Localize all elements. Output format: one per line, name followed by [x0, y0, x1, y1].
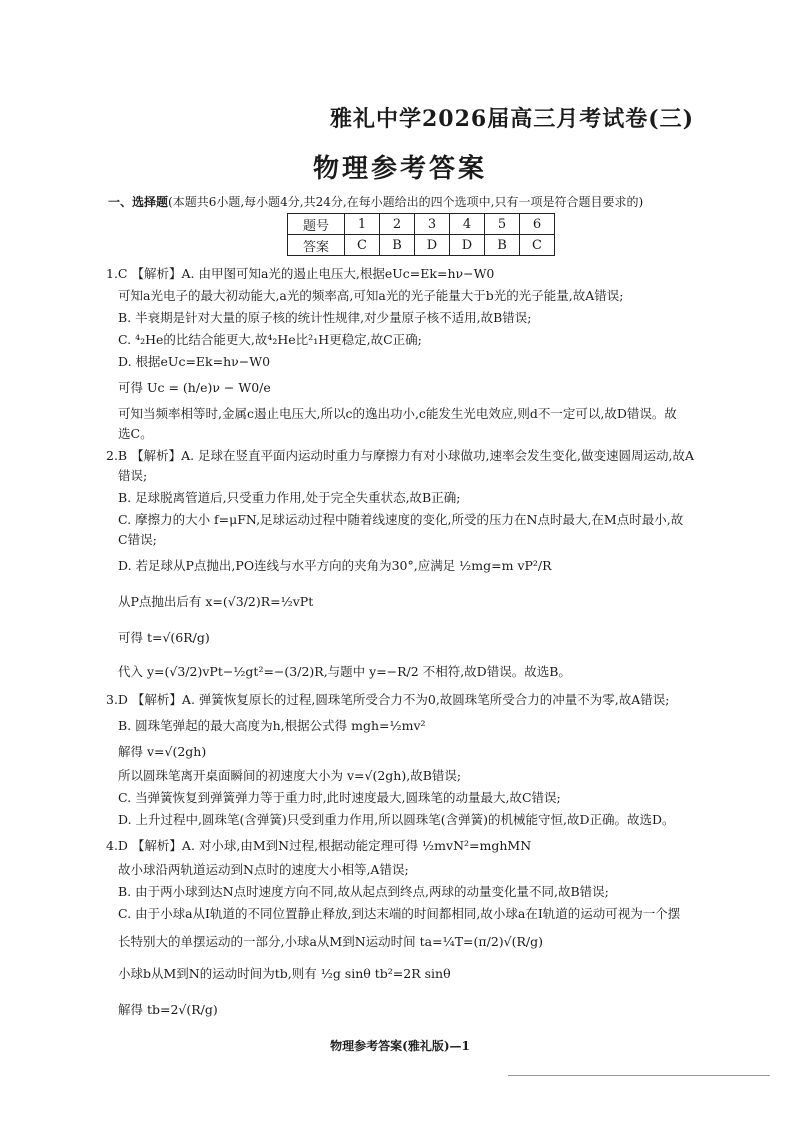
q1-line: C. ⁴₂He的比结合能更大,故⁴₂He比²₁H更稳定,故C正确;: [118, 332, 422, 347]
q2-line: B. 足球脱离管道后,只受重力作用,处于完全失重状态,故B正确;: [118, 490, 461, 505]
answer-value: D: [415, 235, 450, 256]
question-number: 5: [485, 214, 520, 235]
answer-value: B: [485, 235, 520, 256]
q3-line: D. 上升过程中,圆珠笔(含弹簧)只受到重力作用,所以圆珠笔(含弹簧)的机械能守恒,故D正确。故选D。: [118, 812, 675, 827]
q4-line: B. 由于两小球到达N点时速度方向不同,故从起点到终点,两球的动量变化量不同,故B错误;: [118, 884, 609, 899]
q1-line: 选C。: [118, 426, 153, 441]
question-number: 6: [520, 214, 555, 235]
answer-value: B: [380, 235, 415, 256]
q2-line: C. 摩擦力的大小 f=μFN,足球运动过程中随着线速度的变化,所受的压力在N点时最大,在M点时最小,故: [118, 512, 684, 527]
q2-line: 错误;: [118, 468, 148, 483]
answer-header: 答案: [288, 235, 345, 256]
exam-title: 雅礼中学2026届高三月考试卷(三): [330, 106, 695, 132]
q2-line: D. 若足球从P点抛出,PO连线与水平方向的夹角为30°,应满足 ½mg=m vP²/R: [118, 558, 552, 573]
section-label: 一、选择题: [108, 195, 169, 209]
q3-line: 解得 v=√(2gh): [118, 744, 207, 759]
answer-table: [287, 213, 555, 256]
q1-line: B. 半衰期是针对大量的原子核的统计性规律,对少量原子核不适用,故B错误;: [118, 310, 532, 325]
q1-line: 可得 Uc = (h/e)ν − W0/e: [118, 380, 271, 395]
q3-line: C. 当弹簧恢复到弹簧弹力等于重力时,此时速度最大,圆珠笔的动量最大,故C错误;: [118, 790, 561, 805]
q1-line: 1.C 【解析】A. 由甲图可知a光的遏止电压大,根据eUc=Ek=hν−W0: [106, 266, 495, 281]
q4-line: 长特别大的单摆运动的一部分,小球a从M到N运动时间 ta=¼T=(π/2)√(R/g): [118, 934, 543, 949]
question-number: 2: [380, 214, 415, 235]
answer-value: D: [450, 235, 485, 256]
section-description: (本题共6小题,每小题4分,共24分,在每小题给出的四个选项中,只有一项是符合题目要求的): [168, 195, 644, 209]
q2-line: 可得 t=√(6R/g): [118, 630, 210, 645]
q1-line: 可知a光电子的最大初动能大,a光的频率高,可知a光的光子能量大于b光的光子能量,故A错误;: [118, 288, 624, 303]
q4-line: C. 由于小球a从Ⅰ轨道的不同位置静止释放,到达末端的时间都相同,故小球a在Ⅰ轨道的运动可视为一个摆: [118, 906, 681, 921]
q4-line: 故小球沿两轨道运动到N点时的速度大小相等,A错误;: [118, 862, 409, 877]
q3-line: B. 圆珠笔弹起的最大高度为h,根据公式得 mgh=½mv²: [118, 718, 426, 733]
question-number: 4: [450, 214, 485, 235]
q4-line: 解得 tb=2√(R/g): [118, 1002, 218, 1017]
scan-artifact-line: [508, 1075, 770, 1076]
q3-line: 所以圆珠笔离开桌面瞬间的初速度大小为 v=√(2gh),故B错误;: [118, 768, 462, 783]
question-number-header: 题号: [288, 214, 345, 235]
q2-line: 代入 y=(√3/2)vPt−½gt²=−(3/2)R,与题中 y=−R/2 不相符,故D错误。故选B。: [118, 664, 571, 679]
answer-value: C: [345, 235, 380, 256]
answer-table-number-row: [288, 214, 555, 235]
q4-line: 4.D 【解析】A. 对小球,由M到N过程,根据动能定理可得 ½mvN²=mghMN: [106, 838, 532, 853]
q1-line: 可知当频率相等时,金属c遏止电压大,所以c的逸出功小,c能发生光电效应,则d不一定可以,故D错误。故: [118, 406, 677, 421]
answer-key-title: 物理参考答案: [312, 154, 487, 184]
q3-line: 3.D 【解析】A. 弹簧恢复原长的过程,圆珠笔所受合力不为0,故圆珠笔所受合力的冲量不为零,故A错误;: [106, 692, 670, 707]
answer-value: C: [520, 235, 555, 256]
q2-line: 2.B 【解析】A. 足球在竖直平面内运动时重力与摩擦力有对小球做功,速率会发生变化,做变速圆周运动,故A: [106, 448, 695, 463]
page-footer: 物理参考答案(雅礼版)—1: [330, 1039, 470, 1053]
question-number: 3: [415, 214, 450, 235]
question-number: 1: [345, 214, 380, 235]
section-heading: [108, 193, 643, 210]
q2-line: C错误;: [118, 532, 157, 547]
q1-line: D. 根据eUc=Ek=hν−W0: [118, 354, 271, 369]
q4-line: 小球b从M到N的运动时间为tb,则有 ½g sinθ tb²=2R sinθ: [118, 966, 451, 981]
answer-table-answer-row: [288, 235, 555, 256]
q2-line: 从P点抛出后有 x=(√3/2)R=½vPt: [118, 594, 314, 609]
